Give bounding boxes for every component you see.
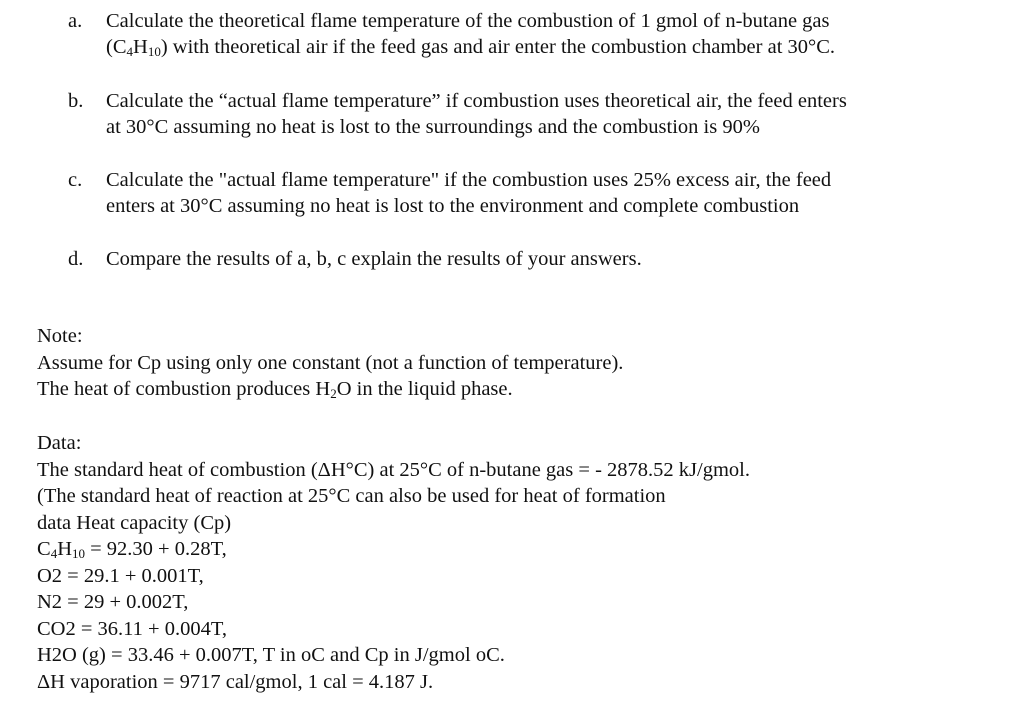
question-a-subscript-4: 4: [126, 44, 133, 59]
data-cp-butane: [37, 536, 997, 563]
data-cp-n2: N2 = 29 + 0.002T,: [37, 591, 189, 613]
cp-butane-post: = 92.30 + 0.28T,: [85, 538, 227, 560]
note-section: [37, 323, 997, 403]
data-heat-of-reaction-note: (The standard heat of reaction at 25°C can also be used for heat of formation: [37, 485, 666, 507]
question-a-line-2-pre: (C: [106, 36, 127, 58]
question-c-letter: c.: [68, 169, 83, 191]
data-cp-o2: O2 = 29.1 + 0.001T,: [37, 564, 204, 587]
question-b-letter: b.: [68, 90, 84, 112]
cp-butane-subscript-4: 4: [50, 546, 58, 561]
question-d: [68, 246, 968, 272]
data-heat-capacity-heading: data Heat capacity (Cp): [37, 511, 232, 534]
question-c-line-2: enters at 30°C assuming no heat is lost to the environment and complete combustion: [106, 195, 800, 217]
note-subscript-2: 2: [330, 386, 337, 401]
note-line-2: [37, 376, 997, 403]
data-heat-of-combustion: The standard heat of combustion (ΔH°C) at 25°C of n-butane gas = - 2878.52 kJ/gmol.: [37, 458, 750, 481]
question-b-text: [106, 88, 968, 140]
question-d-text: [106, 246, 968, 272]
cp-butane-mid: H: [57, 538, 72, 560]
question-a-text: [106, 8, 968, 60]
data-cp-co2: CO2 = 36.11 + 0.004T,: [37, 617, 227, 640]
data-cp-h2o: H2O (g) = 33.46 + 0.007T, T in oC and Cp in J/gmol oC.: [37, 644, 505, 666]
question-a-letter: a.: [68, 10, 83, 32]
question-d-letter: d.: [68, 248, 84, 270]
question-a-line-2-post: ) with theoretical air if the feed gas and air enter the combustion chamber at 30°C.: [160, 36, 836, 58]
question-a-subscript-10: 10: [147, 44, 161, 59]
note-line-2-post: O in the liquid phase.: [336, 378, 513, 400]
note-line-1: Assume for Cp using only one constant (not a function of temperature).: [37, 351, 624, 374]
question-a-line-1: Calculate the theoretical flame temperature of the combustion of 1 gmol of n-butane gas: [106, 10, 830, 32]
data-dh-vaporation: ΔH vaporation = 9717 cal/gmol, 1 cal = 4.187 J.: [37, 670, 434, 693]
data-heading: Data:: [37, 432, 82, 454]
question-c: [68, 167, 968, 219]
question-c-line-1: Calculate the "actual flame temperature" if the combustion uses 25% excess air, the feed: [106, 169, 832, 191]
data-section: [37, 430, 997, 695]
question-a: [68, 8, 968, 60]
question-a-line-2-mid: H: [133, 36, 148, 58]
question-a-line-2: [106, 34, 968, 60]
question-b: [68, 88, 968, 140]
question-b-line-2: at 30°C assuming no heat is lost to the surroundings and the combustion is 90%: [106, 116, 760, 138]
note-heading: Note:: [37, 325, 83, 347]
question-b-line-1: Calculate the “actual flame temperature” if combustion uses theoretical air, the feed enters: [106, 90, 847, 112]
question-d-line-1: Compare the results of a, b, c explain the results of your answers.: [106, 248, 642, 270]
note-line-2-pre: The heat of combustion produces H: [37, 378, 331, 400]
cp-butane-pre: C: [37, 538, 51, 560]
question-c-text: [106, 167, 968, 219]
cp-butane-subscript-10: 10: [72, 546, 85, 561]
